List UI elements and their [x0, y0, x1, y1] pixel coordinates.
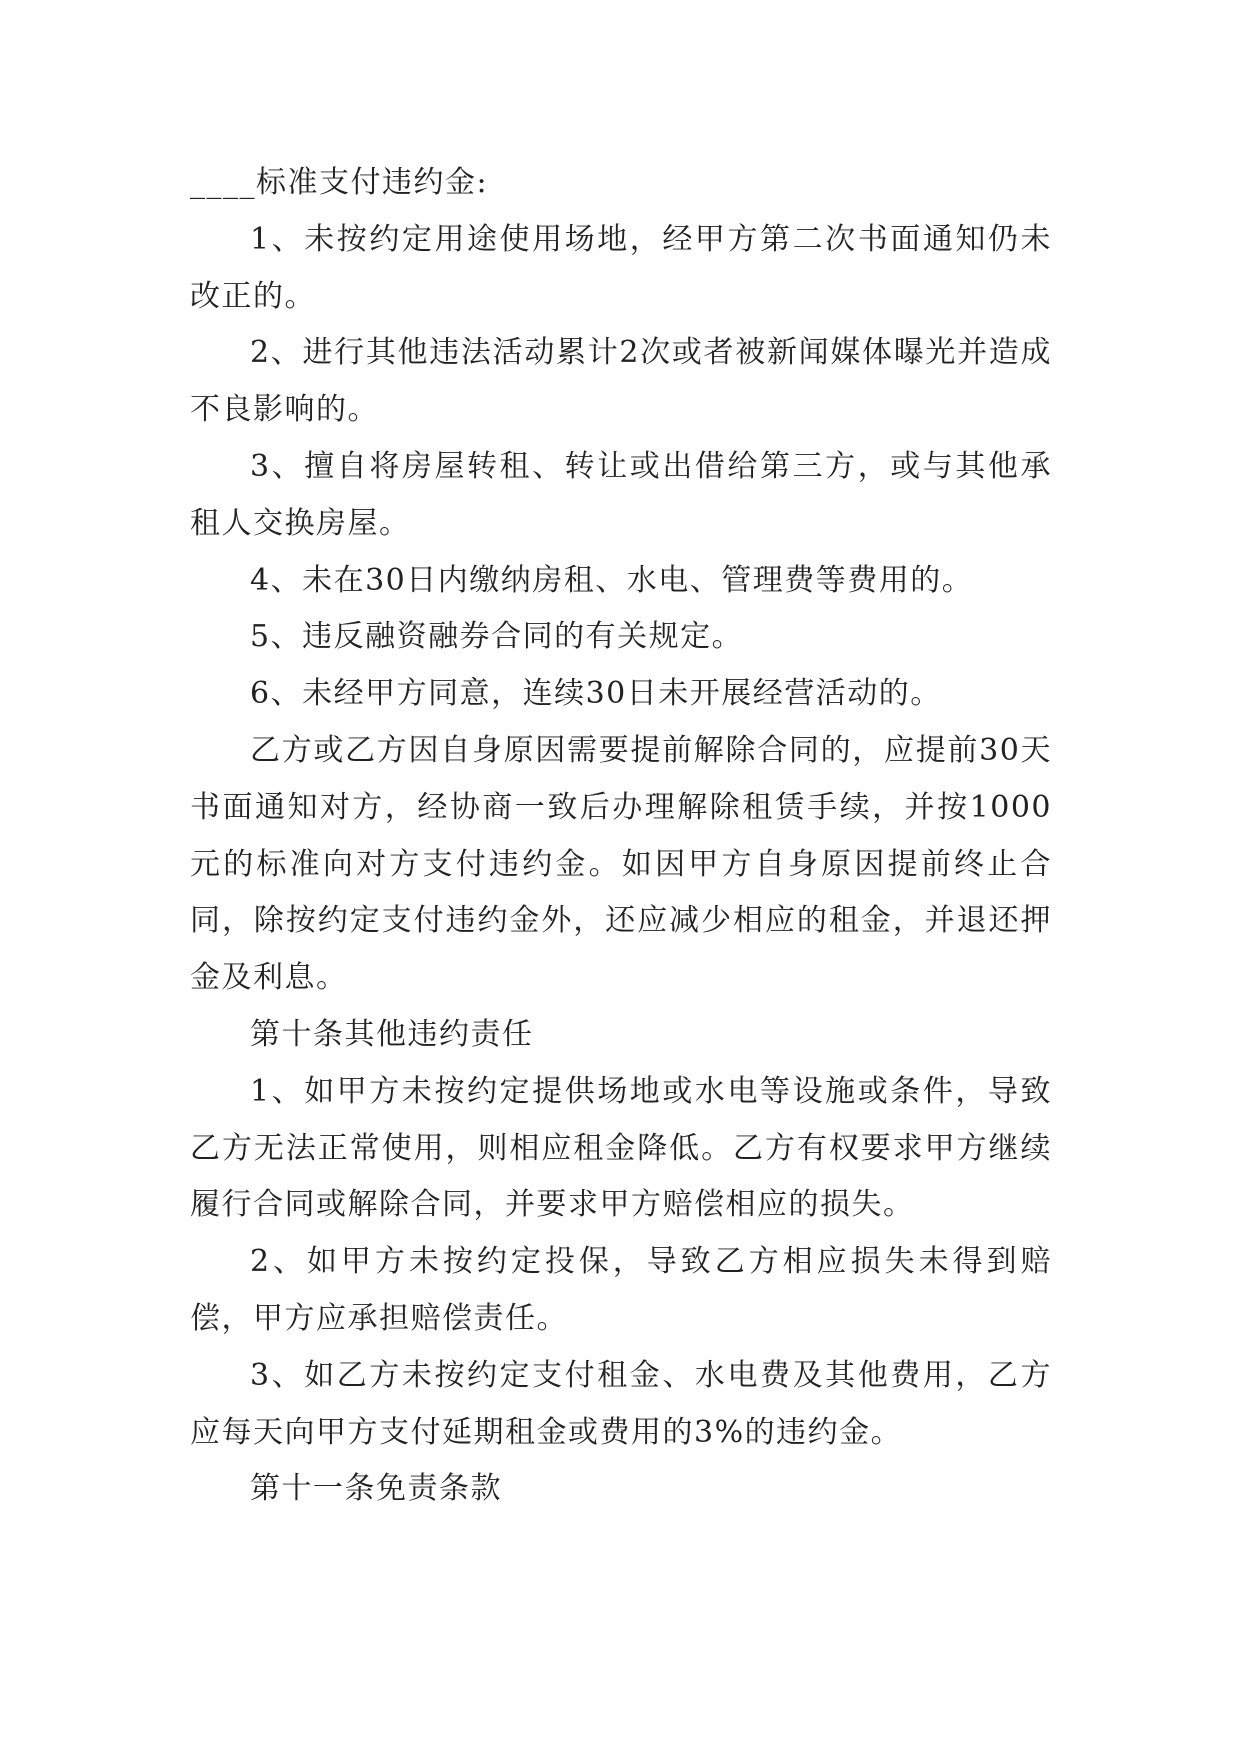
paragraph-article-10-item-2: 2、如甲方未按约定投保，导致乙方相应损失未得到赔偿，甲方应承担赔偿责任。 — [190, 1244, 1052, 1336]
paragraph-article-10-item-1: 1、如甲方未按约定提供场地或水电等设施或条件，导致乙方无法正常使用，则相应租金降低。乙方有权要求甲方继续履行合同或解除合同，并要求甲方赔偿相应的损失。 — [190, 1073, 1052, 1223]
paragraph-item-1: 1、未按约定用途使用场地，经甲方第二次书面通知仍未改正的。 — [190, 221, 1052, 314]
paragraph-article-10-item-3: 3、如乙方未按约定支付租金、水电费及其他费用，乙方应每天向甲方支付延期租金或费用的3%的违约金。 — [190, 1357, 1052, 1450]
paragraph-item-4: 4、未在30日内缴纳房租、水电、管理费等费用的。 — [250, 562, 974, 598]
paragraph-penalty-standard: ____标准支付违约金: — [190, 165, 489, 200]
paragraph-item-5: 5、违反融资融券合同的有关规定。 — [250, 619, 744, 655]
section-heading-article-10: 第十条其他违约责任 — [250, 1016, 534, 1052]
paragraph-item-2: 2、进行其他违法活动累计2次或者被新闻媒体曝光并造成不良影响的。 — [190, 335, 1052, 428]
document-body — [190, 155, 1052, 1518]
paragraph-item-6: 6、未经甲方同意，连续30日未开展经营活动的。 — [250, 676, 942, 712]
paragraph-early-termination: 乙方或乙方因自身原因需要提前解除合同的，应提前30天书面通知对方，经协商一致后办理解除租赁手续，并按1000元的标准向对方支付违约金。如因甲方自身原因提前终止合同，除按约定支付违约金外，还应减少相应的租金，并退还押金及利息。 — [190, 732, 1052, 996]
paragraph-item-3: 3、擅自将房屋转租、转让或出借给第三方，或与其他承租人交换房屋。 — [190, 448, 1052, 541]
section-heading-article-11: 第十一条免责条款 — [250, 1471, 502, 1507]
